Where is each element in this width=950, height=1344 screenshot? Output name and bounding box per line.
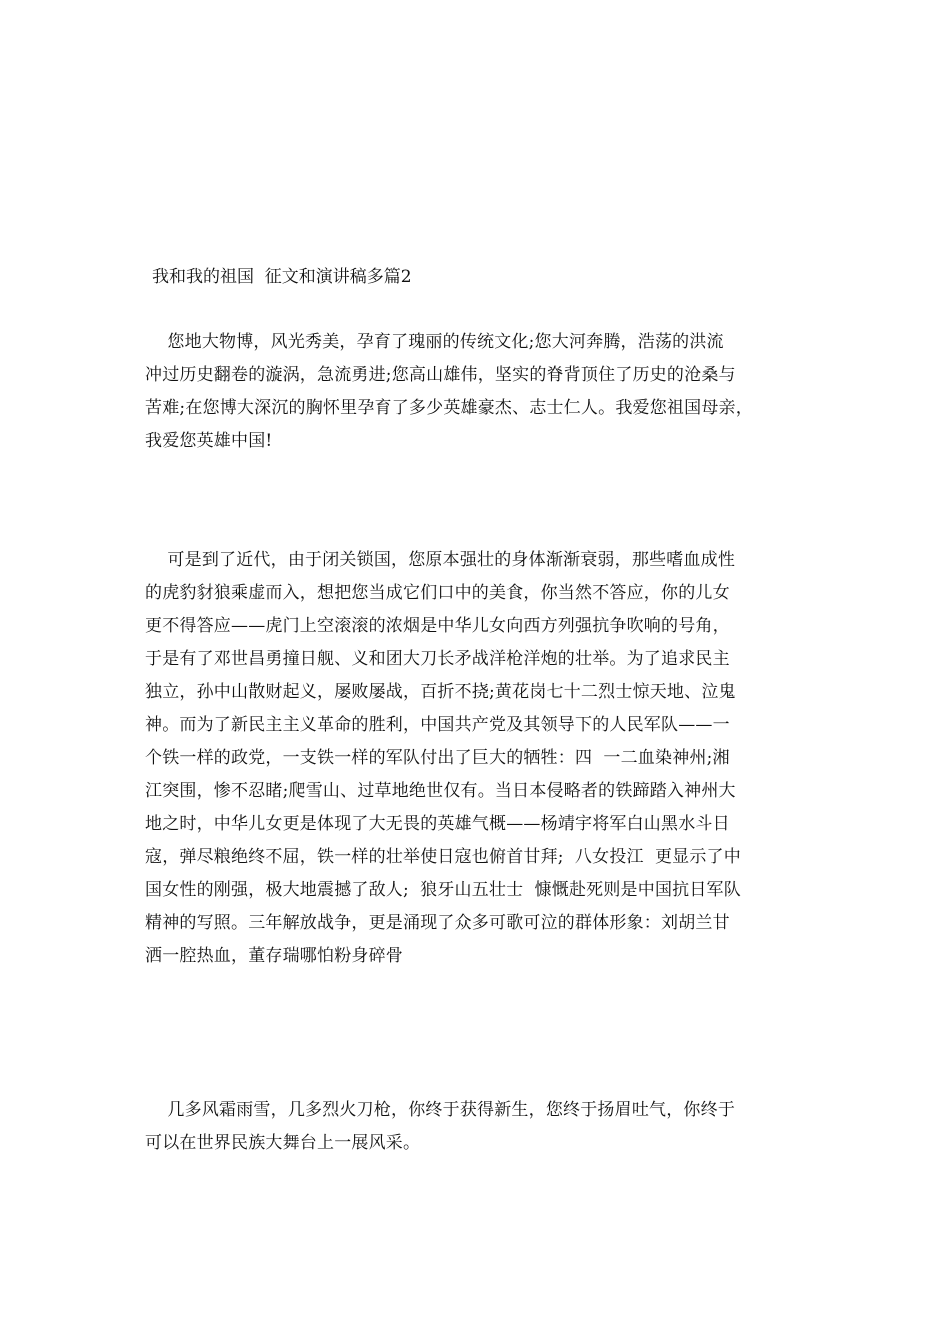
paragraph-2: [145, 544, 835, 973]
text-line: 几多风霜雨雪，几多烈火刀枪，你终于获得新生，您终于扬眉吐气，你终于: [145, 1100, 736, 1120]
text-line: 神。而为了新民主主义革命的胜利，中国共产党及其领导下的人民军队——一: [145, 715, 730, 735]
text-line: 个铁一样的政党，一支铁一样的军队付出了巨大的牺牲：四 一二血染神州;湘: [145, 748, 730, 768]
paragraph-1: [145, 326, 835, 458]
text-line: 的虎豹豺狼乘虚而入，想把您当成它们口中的美食，你当然不答应，你的儿女: [145, 583, 730, 603]
text-line: 于是有了邓世昌勇撞日舰、义和团大刀长矛战洋枪洋炮的壮举。为了追求民主: [145, 649, 730, 669]
text-line: 可以在世界民族大舞台上一展风采。: [145, 1133, 421, 1153]
text-line: 冲过历史翻卷的漩涡，急流勇进;您高山雄伟，坚实的脊背顶住了历史的沧桑与: [145, 365, 736, 385]
text-line: 精神的写照。三年解放战争，更是涌现了众多可歌可泣的群体形象：刘胡兰甘: [145, 913, 730, 933]
text-line: 地之时，中华儿女更是体现了大无畏的英雄气概——杨靖宇将军白山黑水斗日: [145, 814, 730, 834]
text-line: 更不得答应——虎门上空滚滚的浓烟是中华儿女向西方列强抗争吹响的号角，: [145, 616, 730, 636]
text-line: 可是到了近代，由于闭关锁国，您原本强壮的身体渐渐衰弱，那些嗜血成性: [145, 550, 736, 570]
text-line: 洒一腔热血，董存瑞哪怕粉身碎骨: [145, 946, 403, 966]
text-line: 苦难;在您博大深沉的胸怀里孕育了多少英雄豪杰、志士仁人。我爱您祖国母亲，: [145, 398, 753, 418]
text-line: 江突围，惨不忍睹;爬雪山、过草地绝世仅有。当日本侵略者的铁蹄踏入神州大: [145, 781, 736, 801]
text-line: 国女性的刚强，极大地震撼了敌人; 狼牙山五壮士 慷慨赴死则是中国抗日军队: [145, 880, 741, 900]
text-line: 您地大物博，风光秀美，孕育了瑰丽的传统文化;您大河奔腾，浩荡的洪流: [145, 332, 724, 352]
paragraph-3: [145, 1094, 835, 1160]
text-line: 寇，弹尽粮绝终不屈，铁一样的壮举使日寇也俯首甘拜; 八女投江 更显示了中: [145, 847, 741, 867]
text-line: 独立，孙中山散财起义，屡败屡战，百折不挠;黄花岗七十二烈士惊天地、泣鬼: [145, 682, 736, 702]
text-line: 我爱您英雄中国!: [145, 431, 273, 451]
document-title: 我和我的祖国 征文和演讲稿多篇2: [152, 267, 412, 287]
